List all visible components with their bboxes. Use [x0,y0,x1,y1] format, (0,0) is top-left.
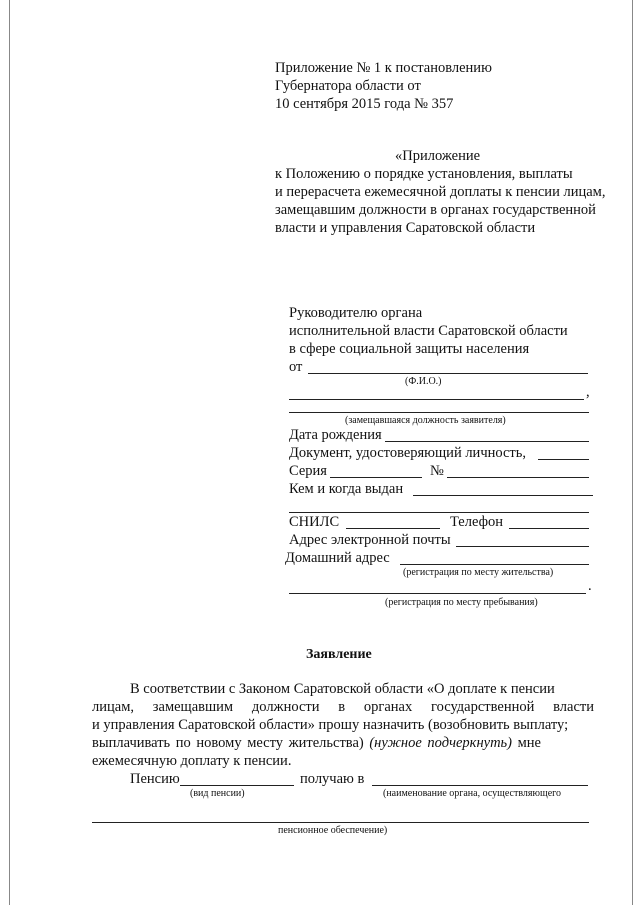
statement-line-3: и управления Саратовской области» прошу назначить (возобновить выплату; [92,717,569,733]
statement-line-4-italic: (нужное подчеркнуть) [369,735,512,751]
statement-line-2: лицам, замещавшим должности в органах государственной власти [92,699,594,715]
receive-label: получаю в [300,771,365,787]
pension-type-line[interactable] [180,785,294,786]
home-address-label: Домашний адрес [285,550,390,566]
organ-caption-1: (наименование органа, осуществляющего [383,788,561,799]
header-line-1: Приложение № 1 к постановлению [275,60,492,76]
pension-organ-line-2[interactable] [92,822,589,823]
header-line-2: Губернатора области от [275,78,421,94]
position-line-1[interactable] [289,399,584,400]
residence-caption: (регистрация по месту жительства) [403,567,554,578]
appendix-line-1: «Приложение [395,148,481,164]
issued-by-line-2[interactable] [289,512,589,513]
addressee-line-1: Руководителю органа [289,305,423,321]
organ-caption-2: пенсионное обеспечение) [278,825,388,836]
scan-edge-left [9,0,10,905]
appendix-line-5: власти и управления Саратовской области [275,220,536,236]
addressee-line-3: в сфере социальной защиты населения [289,341,530,357]
number-line[interactable] [447,477,589,478]
home-address-line[interactable] [400,564,589,565]
position-caption: (замещавшаяся должность заявителя) [345,415,506,426]
stay-address-line[interactable] [289,593,586,594]
pension-type-caption: (вид пенсии) [190,788,245,799]
pension-organ-line[interactable] [372,785,588,786]
email-label: Адрес электронной почты [289,532,451,548]
appendix-line-2: к Положению о порядке установления, выплаты [275,166,573,182]
scan-edge-right [632,0,633,905]
statement-line-4-b: мне [512,735,541,751]
appendix-line-3: и перерасчета ежемесячной доплаты к пенсии лицам, [275,184,606,200]
pension-label: Пенсию [130,771,180,787]
identity-doc-label: Документ, удостоверяющий личность, [289,445,526,461]
snils-line[interactable] [346,528,440,529]
statement-line-1: В соответствии с Законом Саратовской области «О доплате к пенсии [130,681,555,697]
from-label: от [289,359,303,375]
series-label: Серия [289,463,327,479]
issued-by-label: Кем и когда выдан [289,481,404,497]
appendix-line-4: замещавшим должности в органах государственной [275,202,596,218]
header-line-3: 10 сентября 2015 года № 357 [275,96,454,112]
stay-dot: . [588,578,592,594]
identity-doc-line[interactable] [538,459,589,460]
phone-label: Телефон [450,514,503,530]
phone-line[interactable] [509,528,589,529]
number-label: № [430,463,444,479]
statement-line-4 [92,735,541,752]
statement-line-4-a: выплачивать по новому месту жительства) [92,735,370,751]
statement-title: Заявление [306,647,372,662]
birth-date-line[interactable] [385,441,589,442]
stay-caption: (регистрация по месту пребывания) [385,597,538,608]
email-line[interactable] [456,546,589,547]
issued-by-line[interactable] [413,495,593,496]
position-line-2[interactable] [289,412,589,413]
snils-label: СНИЛС [289,514,340,530]
fio-caption: (Ф.И.О.) [405,376,442,387]
series-line[interactable] [330,477,422,478]
statement-line-5: ежемесячную доплату к пенсии. [92,753,292,769]
from-line[interactable] [308,373,588,374]
position-comma: , [586,384,590,400]
birth-date-label: Дата рождения [289,427,382,443]
addressee-line-2: исполнительной власти Саратовской области [289,323,568,339]
